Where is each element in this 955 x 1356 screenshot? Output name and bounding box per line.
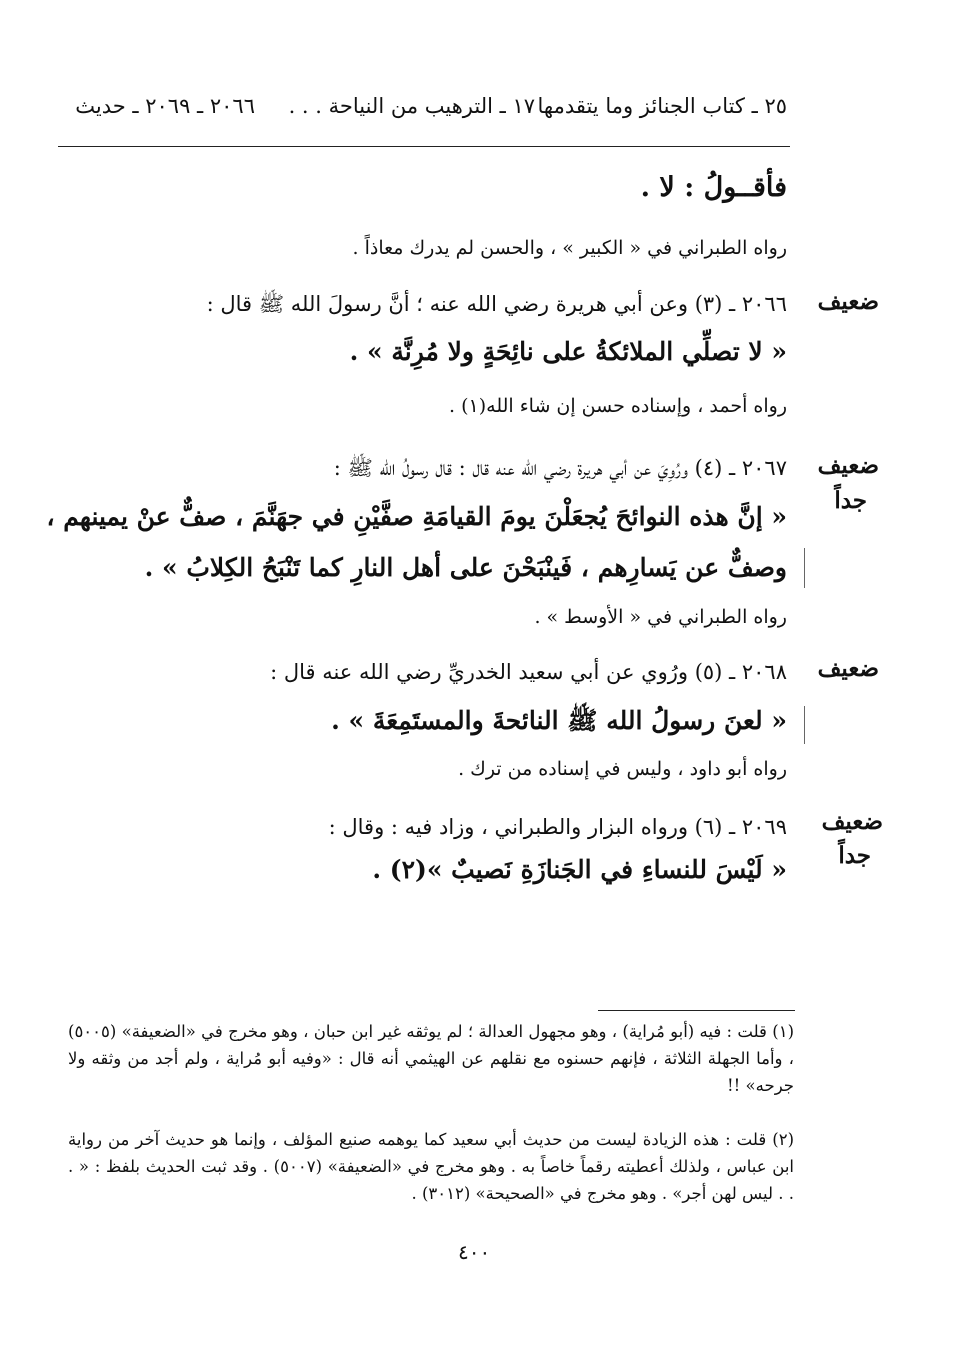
header-book-title: ٢٥ ـ كتاب الجنائز وما يتقدمها — [537, 94, 787, 118]
hadith-source: رواه الطبراني في « الأوسط » . — [534, 606, 787, 628]
hadith-source: رواه أحمد ، وإسناده حسن إن شاء الله(١) . — [449, 395, 787, 417]
header-chapter-title: ١٧ ـ الترهيب من النياحة . . . — [288, 94, 535, 118]
header-rule — [58, 146, 790, 147]
margin-bar — [804, 548, 805, 588]
hadith-opening: ٢٠٦٧ ـ (٤) ورُوِيَ عن أبي هريرة رضي الله عنه قال : قال رسولُ الله ﷺ : — [333, 456, 787, 480]
footnote: (٢) قلت : هذه الزيادة ليست من حديث أبي سعيد كما يوهمه صنيع المؤلف ، وإنما هو حديث آخر من رواية ابن عباس ، ولذلك أعطيته رقماً خاصاً به . وهو مخرج في «الضعيفة» (٥٠٠٧) . وقد ثبت الحديث بلفظ : « . . . ليس لهن أجر» . وهو مخرج في «الصحيحة» (٣٠١٢) . — [68, 1130, 794, 1203]
margin-bar — [804, 706, 805, 744]
hadith-grade: ضعيف — [817, 288, 879, 315]
hadith-grade: ضعيف — [817, 452, 879, 479]
header-hadith-range: ٢٠٦٦ ـ ٢٠٦٩ ـ حديث — [75, 94, 255, 118]
hadith-grade: ضعيف — [817, 655, 879, 682]
hadith-text: « إنَّ هذه النوائحَ يُجعَلْنَ يومَ القيامَةِ صفَّيْنِ في جهَنَّمَ ، صفٌّ عنْ يمينهم ، — [46, 502, 787, 531]
hadith-text: « لَيْسَ للنساءِ في الجَنازَةِ نَصيبٌ »(٢) . — [372, 855, 787, 884]
hadith-opening: ٢٠٦٩ ـ (٦) ورواه البزار والطبراني ، وزاد فيه : وقال : — [328, 815, 787, 839]
hadith-source: رواه أبو داود ، وليس في إسناده من ترك . — [458, 758, 787, 780]
hadith-opening: ٢٠٦٨ ـ (٥) ورُوي عن أبي سعيد الخدريِّ رضي الله عنه قال : — [270, 660, 787, 684]
footnote: (١) قلت : فيه (أبو مُراية) ، وهو مجهول العدالة ؛ لم يوثقه غير ابن حبان ، وهو مخرج في «الضعيفة» (٥٠٠٥) ، وأما الجهلة الثلاثة ، فإنهم حسنوه مع نقلهم عن الهيثمي أنه قال : «وفيه أبو مُراية ، ولم أجد من وثقه ولا جرحه» !! — [68, 1022, 794, 1095]
hadith-grade-qualifier: جداً — [838, 842, 871, 869]
intro-heading: فأقــولُ : لا . — [640, 172, 787, 203]
hadith-text: « لا تصلِّي الملائكةُ على نائِحَةٍ ولا مُرِنَّة » . — [349, 337, 787, 366]
hadith-opening: ٢٠٦٦ ـ (٣) وعن أبي هريرة رضي الله عنه ؛ أنَّ رسولَ الله ﷺ قال : — [206, 292, 787, 316]
page-number: ٤٠٠ — [458, 1240, 491, 1264]
hadith-text: « لعنَ رسولُ الله ﷺ النائحةَ والمستَمِعَةَ » . — [331, 706, 787, 735]
hadith-grade: ضعيف — [821, 808, 883, 835]
hadith-text: وصفٌّ عن يَسارِهم ، فَينْبَحْنَ على أهل النارِ كما تَنْبَحُ الكِلابُ » . — [144, 553, 787, 582]
hadith-grade-qualifier: جداً — [834, 487, 867, 514]
intro-source: رواه الطبراني في « الكبير » ، والحسن لم يدرك معاذاً . — [352, 237, 787, 259]
footnote-rule — [598, 1010, 795, 1011]
